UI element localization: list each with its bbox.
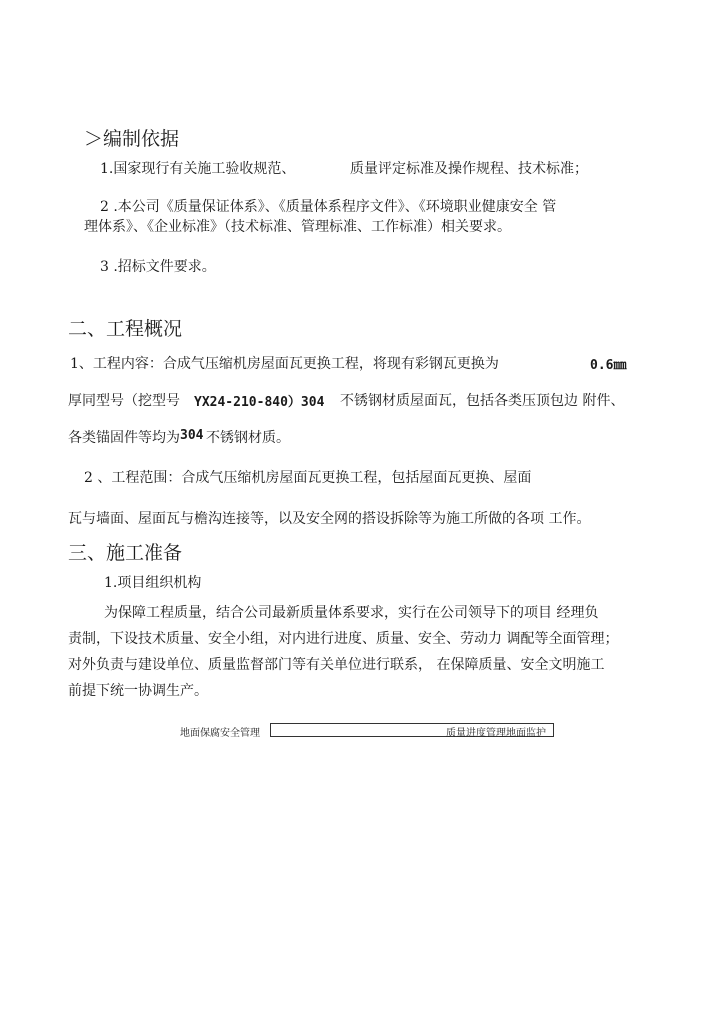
overview-p1-line2b: 不锈钢材质屋面瓦，包括各类压顶包边 附件、 [340,393,625,409]
overview-p1-line3a: 各类锚固件等均为 [68,430,180,446]
overview-p1-spec: 0.6㎜ [590,358,627,373]
preparation-body-line2: 责制，下设技术质量、安全小组，对内进行进度、质量、安全、劳动力 调配等全面管理； [68,631,619,647]
overview-p2-line1: 2 、工程范围：合成气压缩机房屋面瓦更换工程，包括屋面瓦更换、屋面 [84,470,532,486]
basis-item-1a: 1.国家现行有关施工验收规范、 [100,161,296,177]
diagram-right-label: 质量进度管理地面监护 [446,728,546,739]
overview-p1-model: YX24-210-840）304 [194,395,325,410]
preparation-body-line1: 为保障工程质量，结合公司最新质量体系要求，实行在公司领导下的项目 经理负 [104,605,599,621]
preparation-body-line4: 前提下统一协调生产。 [68,683,208,699]
preparation-body-line3: 对外负责与建设单位、质量监督部门等有关单位进行联系， 在保障质量、安全文明施工 [68,657,605,673]
section-heading-basis: ＞编制依据 [84,128,180,150]
preparation-sub-1: 1.项目组织机构 [104,575,202,591]
section-heading-preparation: 三、施工准备 [68,542,183,564]
overview-p2-line2: 瓦与墙面、屋面瓦与檐沟连接等，以及安全网的搭设拆除等为施工所做的各项 工作。 [68,511,591,527]
basis-item-2a: 2 .本公司《质量保证体系》、《质量体系程序文件》、《环境职业健康安全 管 [100,199,557,215]
section-heading-overview: 二、工程概况 [68,318,183,340]
overview-p1-line3-304: 304 [180,428,204,443]
basis-item-2b: 理体系》、《企业标准》（技术标准、管理标准、工作标准）相关要求。 [84,219,511,235]
overview-p1-line2a: 厚同型号（挖型号 [68,393,180,409]
overview-p1-line1: 1、工程内容：合成气压缩机房屋面瓦更换工程，将现有彩钢瓦更换为 [70,356,499,372]
overview-p1-line3b: 不锈钢材质。 [206,430,290,446]
diagram-left-label: 地面保腐安全管理 [180,728,260,739]
basis-item-3: 3 .招标文件要求。 [100,259,216,275]
basis-item-1b: 质量评定标准及操作规程、技术标准； [350,161,588,177]
